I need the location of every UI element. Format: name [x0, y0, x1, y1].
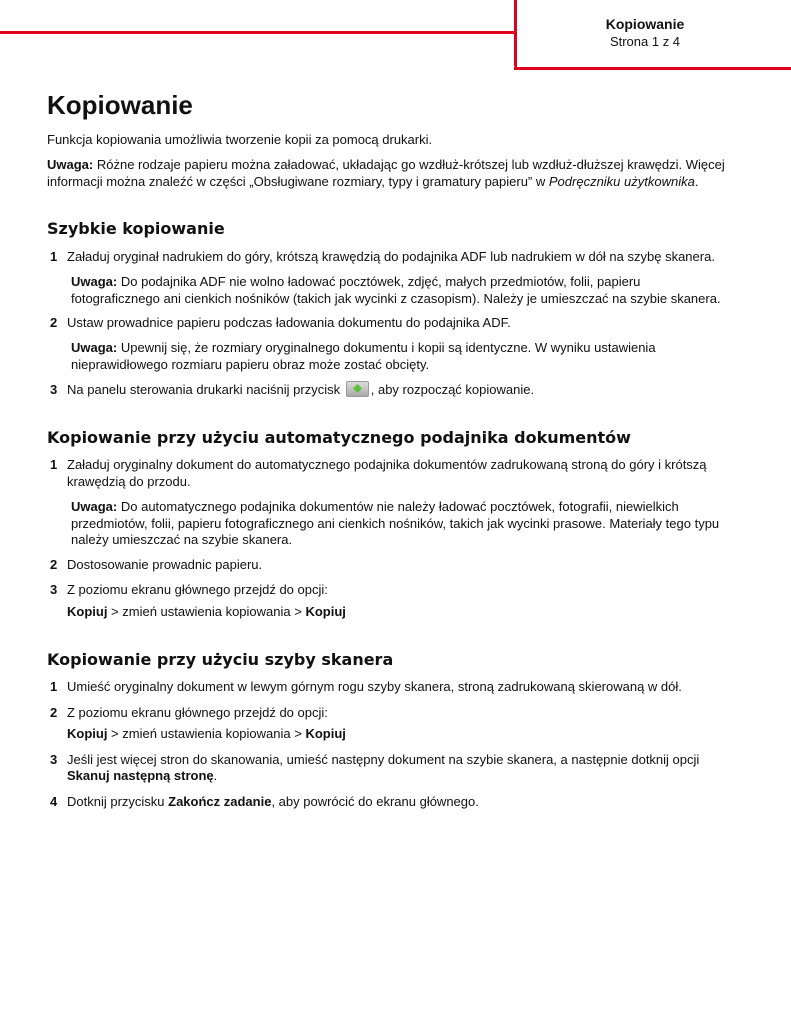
step-text: Z poziomu ekranu głównego przejdź do opcji:: [67, 705, 328, 720]
step-text: Umieść oryginalny dokument w lewym górnym rogu szyby skanera, stroną zadrukowaną skierowaną w dół.: [67, 679, 682, 694]
menu-path: [67, 603, 346, 620]
step-text-end: .: [213, 768, 218, 783]
menu-path-middle: > zmień ustawienia kopiowania >: [107, 726, 306, 741]
step-note-line-2: przedmiotów, folii, papieru fotograficznego ani cienkich nośników, takich jak wycinki prasowe. Materiały tego typu: [71, 516, 720, 531]
step-number: 2: [50, 705, 58, 720]
step-note-line-2: fotograficznego ani cienkich nośników (takich jak wycinki z czasopism). Należy je umieszczać na szybie skanera.: [71, 291, 721, 306]
menu-path-copy: Kopiuj: [67, 726, 108, 741]
intro-note-text-2: informacji można znaleźć w części „Obsługiwane rozmiary, typy i gramatury papieru” w: [47, 174, 549, 189]
step-text-line-2: krawędzią do przodu.: [67, 474, 191, 489]
intro-note-end: .: [694, 174, 699, 189]
step-number: 3: [50, 382, 58, 397]
step-number: 1: [50, 679, 58, 694]
step-number: 2: [50, 557, 58, 572]
step-text: [67, 793, 479, 810]
step-text-post: , aby powrócić do ekranu głównego.: [271, 794, 479, 809]
intro-note-text-1: Różne rodzaje papieru można załadować, układając go wzdłuż-krótszej lub wzdłuż-dłuższej krawędzi. Więcej: [96, 157, 725, 172]
step-note-line-1: [71, 339, 656, 356]
step-text-pre: Na panelu sterowania drukarki naciśnij przycisk: [67, 382, 341, 397]
step-note-line-2: nieprawidłowego rozmiaru papieru obraz może zostać obcięty.: [71, 357, 430, 372]
note-label: Uwaga:: [71, 499, 118, 514]
section-heading-quick-copy: Szybkie kopiowanie: [47, 219, 225, 238]
section-heading-adf-copy: Kopiowanie przy użyciu automatycznego podajnika dokumentów: [47, 428, 631, 447]
step-text: Ustaw prowadnice papieru podczas ładowania dokumentu do podajnika ADF.: [67, 315, 511, 330]
step-note-line-1: [71, 273, 640, 290]
step-text-post: , aby rozpocząć kopiowanie.: [370, 382, 535, 397]
header-page-number: Strona 1 z 4: [609, 34, 681, 49]
menu-path-middle: > zmień ustawienia kopiowania >: [107, 604, 306, 619]
step-number: 2: [50, 315, 58, 330]
step-text-line-2: [67, 767, 217, 784]
menu-path-copy-end: Kopiuj: [305, 604, 346, 619]
step-text-line-1: Załaduj oryginalny dokument do automatycznego podajnika dokumentów zadrukowaną stroną do góry i krótszą: [67, 457, 707, 472]
note-text: Do podajnika ADF nie wolno ładować pocztówek, zdjęć, małych przedmiotów, folii, papieru: [120, 274, 641, 289]
note-label: Uwaga:: [47, 157, 94, 172]
step-number: 1: [50, 249, 58, 264]
header-title: Kopiowanie: [605, 16, 685, 32]
note-label: Uwaga:: [71, 340, 118, 355]
finish-job-option: Zakończ zadanie: [168, 794, 272, 809]
note-label: Uwaga:: [71, 274, 118, 289]
intro-note-line-2: [47, 173, 698, 190]
step-number: 3: [50, 752, 58, 767]
menu-path-copy: Kopiuj: [67, 604, 108, 619]
step-text-pre: Dotknij przycisku: [67, 794, 169, 809]
header-line-bottom: [514, 67, 791, 70]
note-text: Do automatycznego podajnika dokumentów nie należy ładować pocztówek, fotografii, niewielkich: [120, 499, 679, 514]
step-note-line-3: należy umieszczać na szybie skanera.: [71, 532, 293, 547]
intro-text: Funkcja kopiowania umożliwia tworzenie kopii za pomocą drukarki.: [47, 132, 433, 147]
step-text: Załaduj oryginał nadrukiem do góry, krótszą krawędzią do podajnika ADF lub nadrukiem w dół na szybę skanera.: [67, 249, 715, 264]
note-text: Upewnij się, że rozmiary oryginalnego dokumentu i kopii są identyczne. W wyniku ustawienia: [120, 340, 656, 355]
step-number: 1: [50, 457, 58, 472]
step-text: Dostosowanie prowadnic papieru.: [67, 557, 263, 572]
scan-next-page-option: Skanuj następną stronę: [67, 768, 214, 783]
step-text-line-1: Jeśli jest więcej stron do skanowania, umieść następny dokument na szybie skanera, a następnie dotknij opcji: [67, 752, 700, 767]
header-line-left: [0, 31, 516, 34]
intro-note-line-1: [47, 156, 725, 173]
menu-path-copy-end: Kopiuj: [305, 726, 346, 741]
manual-link-text: Podręczniku użytkownika: [548, 174, 695, 189]
step-text: Z poziomu ekranu głównego przejdź do opcji:: [67, 582, 328, 597]
page-title: Kopiowanie: [47, 90, 193, 120]
start-icon: [346, 381, 369, 397]
section-heading-scanner-copy: Kopiowanie przy użyciu szyby skanera: [47, 650, 394, 669]
step-number: 4: [50, 794, 58, 809]
step-note-line-1: [71, 498, 679, 515]
menu-path: [67, 725, 346, 742]
step-number: 3: [50, 582, 58, 597]
header-line-vertical: [514, 0, 517, 68]
step-text: [67, 381, 534, 398]
